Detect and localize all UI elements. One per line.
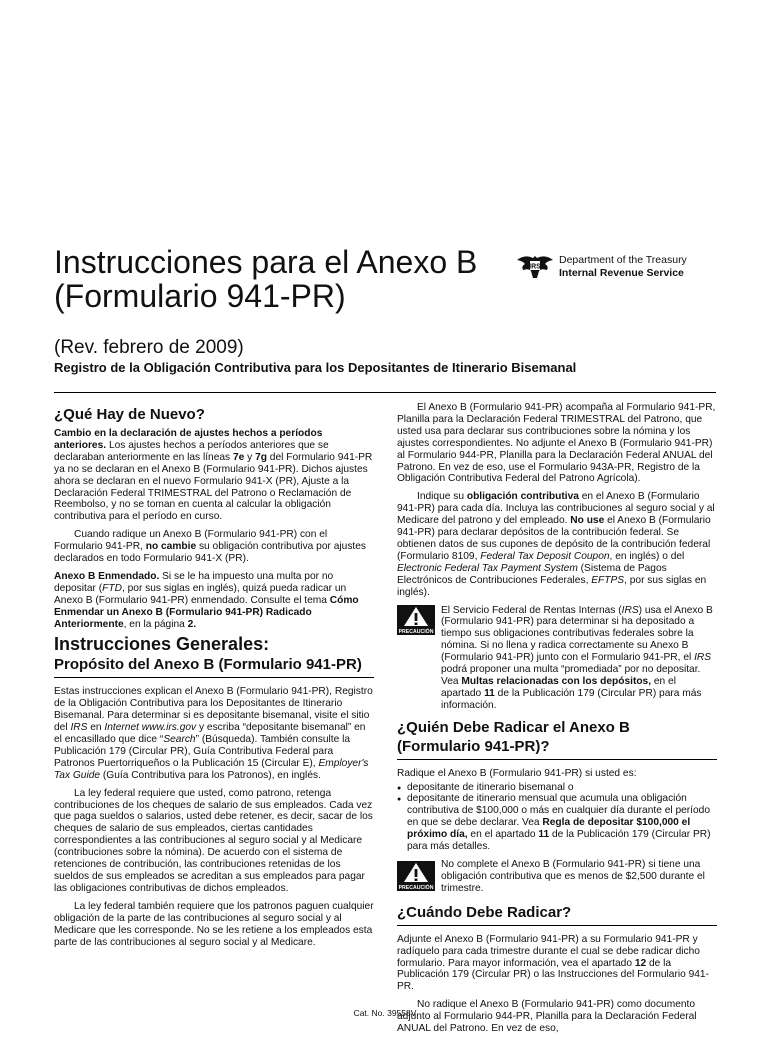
paragraph-when-944: No radique el Anexo B (Formulario 941-PR) como documento adjunto al Formulario 944-PR, Planilla para la Declaración Federal ANUAL del Patrono. En vez de eso, <box>397 999 697 1035</box>
irs-eagle-logo-icon <box>515 252 555 280</box>
paragraph-tax-liability: Indique su obligación contributiva en el Anexo B (Formulario 941-PR) para cada día. Incluya las contribuciones al seguro social y al Medicare del patrono y del empleado. No use el Anexo B (Formulario 941-PR) para declarar depósitos de la contribución federal. Se obtienen datos de sus cupones de depósito de la contribución federal (Formulario 8109, Federal Tax Deposit Coupon, en inglés) o del Electronic Federal Tax Payment System (Sistema de Pagos Electrónicos de Contribuciones Federales, EFTPS, por sus siglas en inglés). <box>397 491 715 598</box>
caution-icon <box>397 861 435 891</box>
document-title: Instrucciones para el Anexo B (Formulario 941-PR) <box>54 244 478 314</box>
paragraph-do-not-change: Cuando radique un Anexo B (Formulario 941-PR) con el Formulario 941-PR, no cambie su obligación contributiva por ajustes declarados en todo Formulario 941-X (PR). <box>54 529 366 565</box>
left-column <box>54 402 374 954</box>
paragraph-amended: Anexo B Enmendado. Si se le ha impuesto una multa por no depositar (FTD, por sus siglas en inglés), quizá pueda radicar un Anexo B (Formulario 941-PR) enmendado. Consulte el tema Cómo Enmendar un Anexo B (Formulario 941-PR) Radicado Anteriormente, en la página 2. <box>54 570 359 630</box>
svg-text:IRS: IRS <box>529 263 541 271</box>
svg-text:PRECAUCIÓN: PRECAUCIÓN <box>398 885 434 891</box>
revision-date: (Rev. febrero de 2009) <box>54 337 244 358</box>
svg-text:PRECAUCIÓN: PRECAUCIÓN <box>398 628 434 635</box>
header-rule <box>54 392 716 393</box>
list-item: ● depositante de itinerario bisemanal o <box>397 782 717 794</box>
caution-icon <box>397 605 435 635</box>
paragraph-adjustments: Cambio en la declaración de ajustes hechos a períodos anteriores. Los ajustes hechos a períodos anteriores que se declaraban anteriormente en las líneas 7e y 7g del Formulario 941-PR ya no se declaran en el Anexo B (Formulario 941-PR). Dichos ajustes ahora se declaran en el nuevo Formulario 941-X (PR), Ajuste a la Declaración Federal TRIMESTRAL del Patrono o Reclamación de Reembolso, y no se toman en cuenta al calcular la obligación contributiva para el período en curso. <box>54 428 373 523</box>
paragraph-who-intro: Radique el Anexo B (Formulario 941-PR) si usted es: <box>397 767 637 779</box>
agency-irs: Internal Revenue Service <box>559 267 684 279</box>
heading-when-to-file: ¿Cuándo Debe Radicar? <box>397 903 717 926</box>
right-column <box>397 402 717 1041</box>
agency-department: Department of the Treasury <box>559 254 687 266</box>
paragraph-schedule-b-attaches: El Anexo B (Formulario 941-PR) acompaña al Formulario 941-PR, Planilla para la Declaración Federal TRIMESTRAL del Patrono, que usted usa para declarar sus contribuciones sobre la nómina y los ajustes correspondientes. No adjunte el Anexo B (Formulario 941-PR) al Formulario 944-PR, Planilla para la Declaración Federal ANUAL del Patrono. En vez de eso, use el Formulario 943A-PR, Registro de la Obligación Contributiva Federal del Patrono Agrícola). <box>397 402 716 485</box>
paragraph-when-attach: Adjunte el Anexo B (Formulario 941-PR) a su Formulario 941-PR y radíquelo para cada trimestre durante el cual se debe radicar dicho formulario. Para mayor información, vea el apartado 12 de la Publicación 179 (Circular PR) o las Instrucciones del Formulario 941-PR. <box>397 933 709 993</box>
paragraph-employer-share: La ley federal también requiere que los patronos paguen cualquier obligación de la parte de las contribuciones al seguro social y al Medicare que les corresponde. No se les retiene a los empleados esta parte de las contribuciones al seguro social y al Medicare. <box>54 900 374 948</box>
paragraph-withholding: La ley federal requiere que usted, como patrono, retenga contribuciones de los cheques de salario de sus empleados. Cada vez que paga sueldos o salarios, usted debe retener, es decir, sacar de los cheques de salario de sus empleados, ciertas cantidades correspondientes a las contribuciones al seguro social y al Medicare (contribuciones sobre la nómina). De acuerdo con el sistema de retenciones de contribución, las contribuciones retenidas de los sueldos de sus empleados se acreditan a sus empleados para pagar las obligaciones contributivas de dichos empleados. <box>54 787 373 894</box>
caution-note-threshold: PRECAUCIÓN No complete el Anexo B (Formulario 941-PR) si tiene una obligación contributiva que es menos de $2,500 durante el trimestre. <box>398 859 705 894</box>
heading-purpose: Propósito del Anexo B (Formulario 941-PR) <box>54 655 374 678</box>
catalog-number: Cat. No. 39558V <box>353 1008 417 1018</box>
heading-general-instructions: Instrucciones Generales: <box>54 633 270 654</box>
caution-note-penalty: PRECAUCIÓN El Servicio Federal de Rentas Internas (IRS) usa el Anexo B (Formulario 941-PR) para determinar si ha depositado a tiempo sus obligaciones contributivas federales sobre la nómina. Si no llena y radica correctamente su Anexo B (Formulario 941-PR) junto con el Formulario 941-PR, el IRS podrá proponer una multa “promediada” por no depositar. Vea Multas relacionadas con los depósitos, en el apartado 11 de la Publicación 179 (Circular PR) para más información. <box>398 604 713 711</box>
list-item: ● depositante de itinerario mensual que acumula una obligación contributiva de $100,000 o más en cualquier día durante el período en que se debe declarar. Vea Regla de depositar $100,000 el próximo día, en el apartado 11 de la Publicación 179 (Circular PR) para más detalles. <box>397 793 717 853</box>
who-list <box>397 782 717 853</box>
document-subtitle: Registro de la Obligación Contributiva para los Depositantes de Itinerario Bisemanal <box>54 360 577 375</box>
heading-whats-new: ¿Qué Hay de Nuevo? <box>54 406 205 423</box>
paragraph-purpose: Estas instrucciones explican el Anexo B (Formulario 941-PR), Registro de la Obligación Contributiva para los Depositantes de Itinerario Bisemanal. Para determinar si es depositante bisemanal, visite el sitio del IRS en Internet www.irs.gov y escriba “depositante bisemanal” en el encasillado que dice “Search” (Búsqueda). También consulte la Publicación 179 (Circular PR), Guía Contributiva Federal para Patronos Puertorriqueños o la Publicación 15 (Circular E), Employer's Tax Guide (Guía Contributiva para los Patronos), en inglés. <box>54 686 373 781</box>
heading-who-must-file: ¿Quién Debe Radicar el Anexo B (Formulario 941-PR)? <box>397 718 717 760</box>
